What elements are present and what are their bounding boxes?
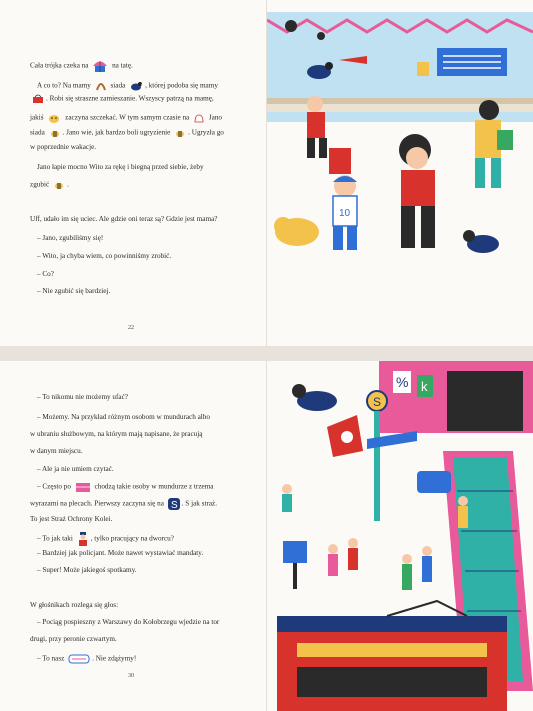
text-page-left-2: [0, 361, 266, 711]
text-line: – Ale ja nie umiem czytać.: [37, 465, 114, 473]
red-suitcase: [329, 148, 351, 174]
s-letter-icon: [168, 498, 180, 510]
jersey-number-label: 10: [339, 208, 351, 219]
illustration-station-hall: [267, 361, 533, 711]
hair-icon: [95, 80, 107, 92]
text-line: – To nikomu nie możemy ufać?: [37, 393, 128, 401]
text-line: – Bardziej jak policjant. Może nawet wystawiać mandaty.: [37, 549, 204, 557]
svg-text:S: S: [170, 500, 178, 510]
text-line: – To jak taki , tylko pracujący na dworcu?: [37, 532, 174, 546]
page-number: 30: [128, 673, 134, 679]
text-line: W głośnikach rozlega się głos:: [30, 601, 119, 609]
text-line: – Często po chodzą takie osoby w mundurze z trzema: [37, 481, 213, 493]
umbrella-icon: [92, 59, 108, 73]
text-line: To jest Straż Ochrony Kolei.: [30, 515, 113, 523]
dog-icon: [47, 112, 61, 124]
hand-icon: [193, 112, 205, 124]
text-line: – Możemy. Na przykład różnym osobom w mundurach albo: [37, 413, 210, 421]
bee-icon: [53, 180, 65, 190]
train-icon: [68, 653, 90, 665]
percent-glyph: %: [396, 374, 409, 390]
text-line: – Nie zgubić się bardziej.: [37, 287, 111, 295]
escalator-entrance: [447, 371, 523, 431]
text-line: . Robi się straszne zamieszanie. Wszyscy patrzą na mamę,: [30, 94, 214, 104]
text-line: – Wito, ja chyba wiem, co powinniśmy zrobić.: [37, 252, 172, 260]
text-line: drugi, przy peronie czwartym.: [30, 635, 117, 643]
bee-icon: [174, 128, 186, 138]
crow-icon: [129, 80, 143, 92]
text-line: Jano łapie mocno Wito za rękę i biegną przed siebie, żeby: [37, 163, 204, 171]
text-line: jakiś zaczyna szczekać. W tym samym czasie na Jano: [30, 112, 222, 124]
text-line: w danym miejscu.: [30, 447, 83, 455]
bee-icon: [49, 128, 61, 138]
text-line: Cała trójka czeka na na tatę.: [30, 59, 133, 73]
text-line: – To nasz . Nie zdążymy!: [37, 653, 136, 665]
text-line: wyrazami na plecach. Pierwszy zaczyna się na S . S jak straż.: [30, 499, 218, 510]
station-floor-icon: [75, 481, 91, 493]
text-line: zgubić .: [30, 180, 69, 189]
illustration-station-chase: [267, 0, 533, 346]
text-line: w poprzednie wakacje.: [30, 143, 97, 151]
s-glyph: S: [373, 395, 382, 409]
train: [277, 601, 507, 711]
book-spread-2: [0, 361, 533, 711]
text-line: w ubraniu służbowym, na którym mają napisane, że pracują: [30, 430, 203, 438]
text-line: siada . Jano wie, jak bardzo boli ugryzienie . Ugryzła go: [30, 128, 224, 137]
blue-armchair: [417, 471, 451, 493]
text-line: – Super! Może jakiegoś spotkamy.: [37, 566, 137, 574]
percent-sign: [417, 62, 429, 76]
text-line: – Co?: [37, 270, 54, 278]
k-glyph: k: [421, 379, 428, 394]
bag-icon: [32, 94, 44, 104]
guard-icon: [77, 532, 89, 546]
text-line: Uff, udało im się uciec. Ale gdzie oni teraz są? Gdzie jest mama?: [30, 215, 218, 223]
text-line: A co to? Na mamy siada , której podoba się mamy: [37, 80, 218, 92]
text-page-left-1: [0, 0, 266, 346]
page-number: 22: [128, 325, 134, 331]
book-spread-1: [0, 0, 533, 346]
text-line: – Jano, zgubiliśmy się!: [37, 234, 104, 242]
text-line: – Pociąg pospieszny z Warszawy do Kołobrzegu wjedzie na tor: [37, 618, 220, 626]
